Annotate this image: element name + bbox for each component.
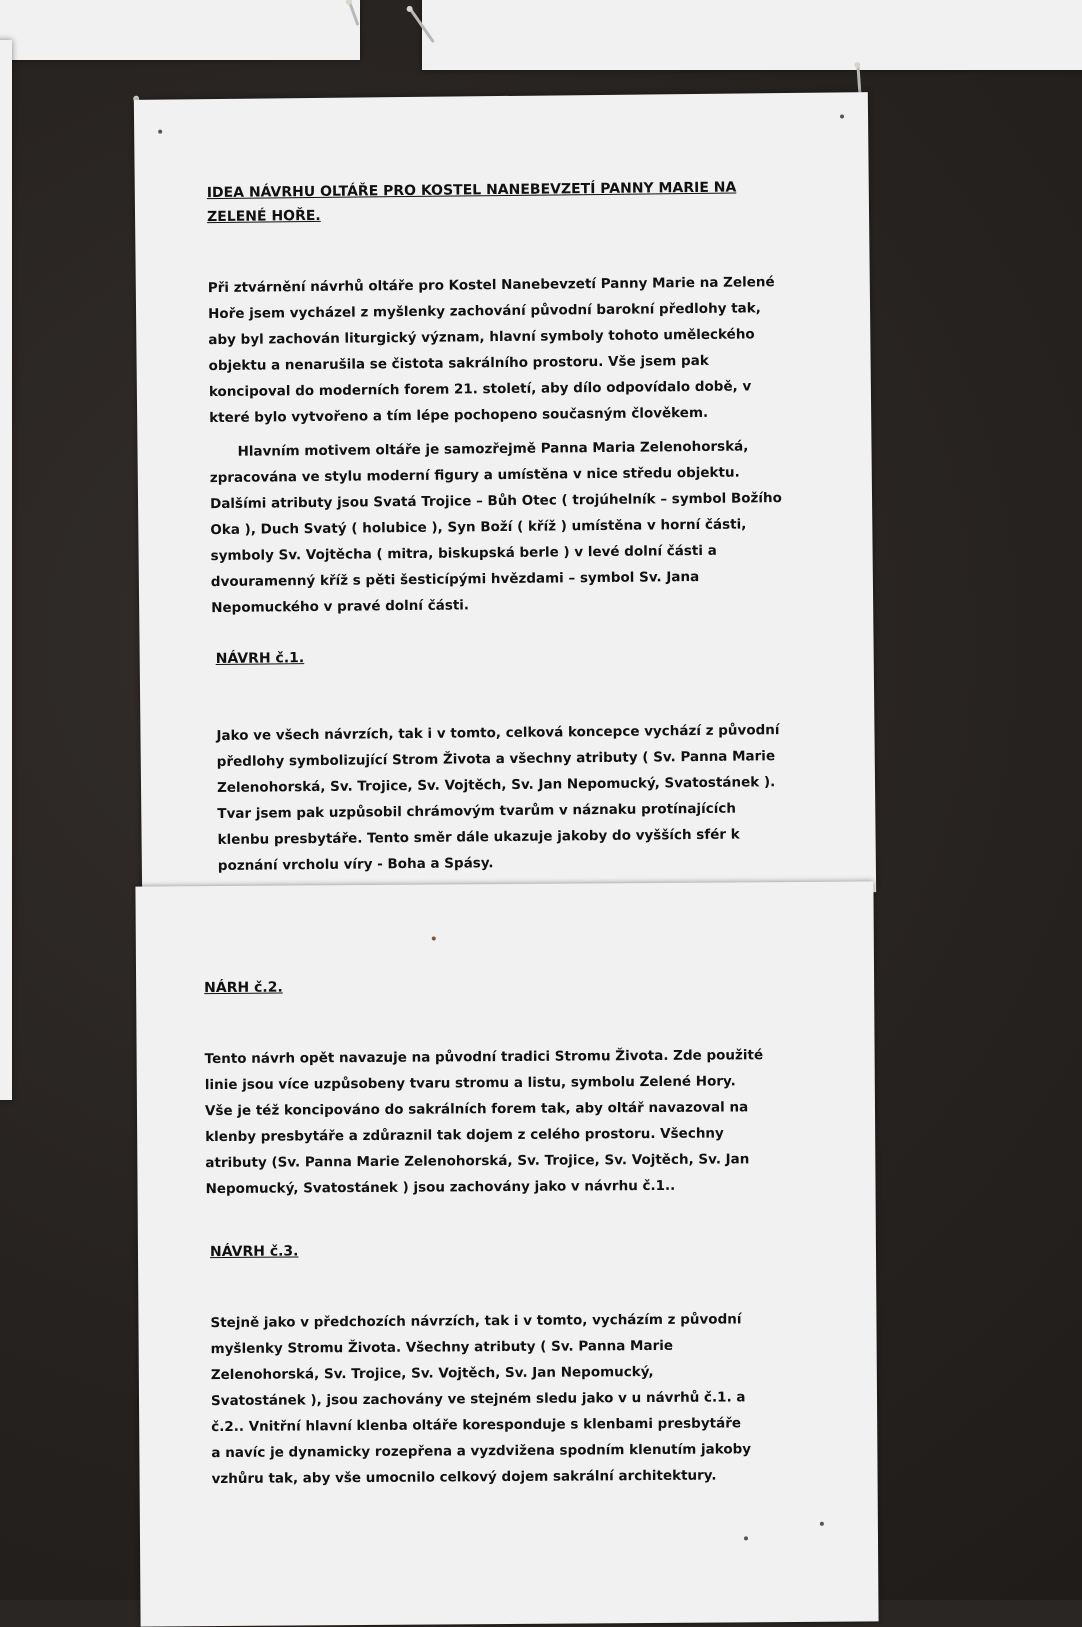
intro-paragraph: Při ztvárnění návrhů oltáře pro Kostel Nanebevzetí Panny Marie na Zelené Hoře jsem vycházel z myšlenky zachování původní barokní předlohy tak, aby byl zachován liturgický význam, hlavní symboly tohoto uměleckého objektu a nenarušila se čistota sakrálního prostoru. Vše jsem pak koncipoval do moderních forem 21. století, aby dílo odpovídalo době, v které bylo vytvořeno a tím lépe pochopeno současným člověkem. [207,274,775,427]
partial-sheet-top-left [0,0,360,60]
design-1-heading: NÁVRH č.1. [215,650,305,668]
motif-paragraph: Hlavním motivem oltáře je samozřejmě Panna Maria Zelenohorská, zpracována ve stylu moderní figury a umístěna v nice středu objektu. Dalšími atributy jsou Svatá Trojice – Bůh Otec ( trojúhelník – symbol Božího Oka ), Duch Svatý ( holubice ), Syn Boží ( kříž ) umístěna v horní části, symboly Sv. Vojtěcha ( mitra, biskupská berle ) v levé dolní části a dvouramenný kříž s pěti šesticípými hvězdami – symbol Sv. Jana Nepomuckého v pravé dolní části. [209,438,782,617]
design-3-heading: NÁVRH č.3. [209,1243,299,1261]
lower-text-sheet [135,881,878,1626]
design-3-text: Stejně jako v předchozích návrzích, tak i v tomto, vycházím z původní myšlenky Stromu Života. Všechny atributy ( Sv. Panna Marie Zelenohorská, Sv. Trojice, Sv. Vojtěch, Sv. Jan Nepomucký, Svatostánek ), jsou zachovány ve stejném sledu jako v u návrhů č.1. a č.2.. Vnitřní hlavní klenba oltáře koresponduje s klenbami presbytáře a navíc je dynamicky rozepřena a vyzdvižena spodním klenutím jakoby vzhůru tak, aby vše umocnilo celkový dojem sakrální architektury. [210,1311,752,1488]
partial-sheet-top-right [422,0,1082,70]
design-2-heading: NÁRH č.2. [204,979,283,997]
partial-sheet-left-edge [0,40,12,1100]
upper-text-sheet [134,92,876,900]
document-title: IDEA NÁVRHU OLTÁŘE PRO KOSTEL NANEBEVZETÍ PANNY MARIE NA ZELENÉ HOŘE. [206,179,737,226]
design-2-text: Tento návrh opět navazuje na původní tradici Stromu Života. Zde použité linie jsou více uzpůsobeny tvaru stromu a listu, symbolu Zelené Hory. Vše je též koncipováno do sakrálních forem tak, aby oltář navazoval na klenby presbytáře a zdůraznil tak dojem z celého prostoru. Všechny atributy (Sv. Panna Marie Zelenohorská, Sv. Trojice, Sv. Vojtěch, Sv. Jan Nepomucký, Svatostánek ) jsou zachovány jako v návrhu č.1.. [204,1047,764,1198]
design-1-text: Jako ve všech návrzích, tak i v tomto, celková koncepce vychází z původní předlohy symbolizující Strom Života a všechny atributy ( Sv. Panna Marie Zelenohorská, Sv. Trojice, Sv. Vojtěch, Sv. Jan Nepomucký, Svatostánek ). Tvar jsem pak uzpůsobil chrámovým tvarům v náznaku protínajících klenbu presbytáře. Tento směr dále ukazuje jakoby do vyšších sfér k poznání vrcholu víry - Boha a Spásy. [216,722,780,875]
